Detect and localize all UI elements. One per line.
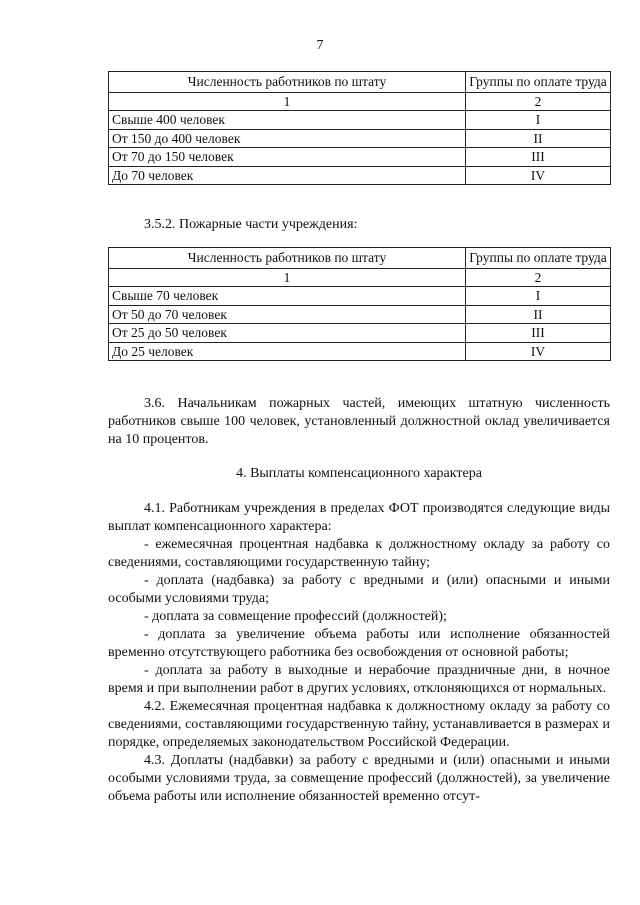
- table-row: [109, 129, 611, 148]
- staff-range-cell: От 70 до 150 человек: [109, 148, 466, 167]
- header-pay-group: Группы по оплате труда: [466, 248, 611, 269]
- pay-group-cell: II: [466, 305, 611, 324]
- list-item: - доплата за работу в выходные и нерабочие праздничные дни, в ночное время и при выполнении работ в других условиях, отклоняющихся от нормальных.: [108, 663, 610, 696]
- list-item: - доплата за увеличение объема работы или исполнение обязанностей временно отсутствующего работника без освобождения от основной работы;: [108, 627, 610, 660]
- staff-groups-table-1: [108, 71, 611, 185]
- pay-group-cell: IV: [466, 342, 611, 361]
- table-row: [109, 148, 611, 167]
- staff-range-cell: От 50 до 70 человек: [109, 305, 466, 324]
- subsection-fire-units: 3.5.2. Пожарные части учреждения:: [144, 217, 358, 232]
- staff-range-cell: Свыше 70 человек: [109, 287, 466, 306]
- staff-range-cell: До 25 человек: [109, 342, 466, 361]
- list-item: - доплата за совмещение профессий (должностей);: [144, 609, 447, 624]
- column-number: 1: [109, 268, 466, 287]
- paragraph-4-3: 4.3. Доплаты (надбавки) за работу с вредными и (или) опасными и иными особыми условиями труда, за совмещение профессий (должностей), за увеличение объема работы или исполнение обязанностей временно отсут-: [108, 753, 610, 804]
- table-row: [109, 342, 611, 361]
- table-row: [109, 111, 611, 130]
- pay-group-cell: IV: [466, 166, 611, 185]
- pay-group-cell: III: [466, 324, 611, 343]
- table-row: [109, 287, 611, 306]
- staff-range-cell: От 25 до 50 человек: [109, 324, 466, 343]
- column-number: 2: [466, 268, 611, 287]
- staff-groups-table-2: [108, 247, 611, 361]
- list-item: - доплата (надбавка) за работу с вредными и (или) опасными и иными особыми условиями труда;: [108, 573, 610, 606]
- table-numbering-row: [109, 92, 611, 111]
- paragraph-3-6-block: [108, 395, 610, 449]
- column-number: 1: [109, 92, 466, 111]
- list-item: - ежемесячная процентная надбавка к должностному окладу за работу со сведениями, составляющими государственную тайну;: [108, 537, 610, 570]
- header-pay-group: Группы по оплате труда: [466, 72, 611, 93]
- paragraph-3-6: 3.6. Начальникам пожарных частей, имеющих штатную численность работников свыше 100 человек, установленный должностной оклад увеличивается на 10 процентов.: [108, 396, 610, 447]
- table-numbering-row: [109, 268, 611, 287]
- staff-range-cell: До 70 человек: [109, 166, 466, 185]
- table-header-row: [109, 248, 611, 269]
- pay-group-cell: II: [466, 129, 611, 148]
- pay-group-cell: I: [466, 287, 611, 306]
- header-staff-count: Численность работников по штату: [109, 72, 466, 93]
- table-row: [109, 324, 611, 343]
- staff-range-cell: Свыше 400 человек: [109, 111, 466, 130]
- section-4-body: [108, 500, 610, 806]
- pay-group-cell: III: [466, 148, 611, 167]
- header-staff-count: Численность работников по штату: [109, 248, 466, 269]
- section-4-title: 4. Выплаты компенсационного характера: [236, 466, 482, 481]
- table-header-row: [109, 72, 611, 93]
- paragraph-4-1: 4.1. Работникам учреждения в пределах ФОТ производятся следующие виды выплат компенсационного характера:: [108, 501, 610, 534]
- table-row: [109, 305, 611, 324]
- table-row: [109, 166, 611, 185]
- staff-range-cell: От 150 до 400 человек: [109, 129, 466, 148]
- pay-group-cell: I: [466, 111, 611, 130]
- paragraph-4-2: 4.2. Ежемесячная процентная надбавка к должностному окладу за работу со сведениями, составляющими государственную тайну, устанавливается в размерах и порядке, определяемых законодательством Российской Федерации.: [108, 699, 610, 750]
- column-number: 2: [466, 92, 611, 111]
- page-number: 7: [316, 38, 324, 53]
